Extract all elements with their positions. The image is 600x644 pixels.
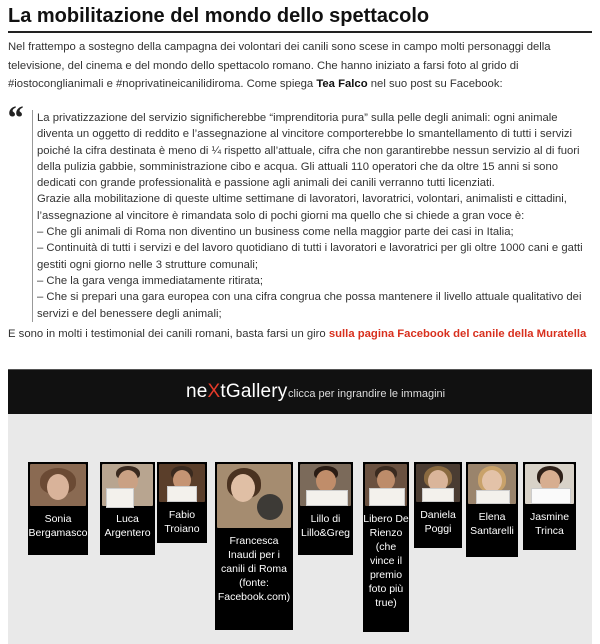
thumbnail-image bbox=[365, 464, 407, 506]
gallery-thumb-fabio-troiano[interactable] bbox=[157, 462, 207, 543]
intro-name: Tea Falco bbox=[316, 78, 368, 90]
thumbnail-caption: Fabio Troiano bbox=[164, 509, 200, 535]
thumbnail-image bbox=[102, 464, 153, 506]
thumbnail-caption: Libero De Rienzo (che vince il premio foto più true) bbox=[363, 513, 409, 609]
gallery-thumb-libero-de-rienzo[interactable] bbox=[363, 462, 409, 632]
facebook-page-link[interactable]: sulla pagina Facebook del canile della Muratella bbox=[328, 328, 587, 340]
quote-paragraph: Grazie alla mobilitazione di queste ultime settimane di lavoratori, lavoratrici, volontari, animalisti e cittadini, l’assegnazione al vincitore è rimandata solo di pochi giorni ma quello che si chiede a gran voce è: bbox=[37, 193, 567, 222]
gallery-title-x: X bbox=[207, 381, 221, 402]
quote-paragraph: – Che gli animali di Roma non diventino un business come nella maggior parte dei casi in Italia; bbox=[37, 226, 514, 239]
gallery-thumb-lillo[interactable] bbox=[298, 462, 353, 555]
gallery-title-part: tGallery bbox=[220, 381, 288, 402]
article-intro bbox=[8, 38, 594, 94]
gallery-title bbox=[186, 381, 287, 403]
gallery-thumb-sonia-bergamasco[interactable] bbox=[28, 462, 88, 555]
quote-paragraph: La privatizzazione del servizio significherebbe “imprenditoria pura” sulla pelle degli animali: ogni animale diventa un oggetto di reddito e l’assegnazione al vincitore comporterebbe lo smantellamento di tutti i servizi poiché la cifra destinata è meno di ¼ rispetto all’attuale, cifra che non garantirebbe nessun servizio al di fuori della pulizia gabbie, somministrazione cibo e acqua. Gli attuali 110 operatori che da oltre 15 anni si sono dedicati con grande professionalità e passione agli animali dei canili verranno tutti licenziati. bbox=[37, 112, 580, 190]
outro-text: E sono in molti i testimonial dei canili romani, basta farsi un giro bbox=[8, 328, 329, 340]
thumbnail-image bbox=[30, 464, 86, 506]
quote-paragraph: – Continuità di tutti i servizi e del lavoro quotidiano di tutti i lavoratori e lavoratrici per gli oltre 1000 cani e gatti gestiti ogni giorno nelle 3 strutture comunali; bbox=[37, 242, 583, 271]
thumbnail-image bbox=[525, 464, 574, 504]
thumbnail-caption: Luca Argentero bbox=[104, 513, 151, 539]
intro-text: Nel frattempo a sostegno della campagna dei volontari dei canili sono scese in campo molti personaggi della televisione, del cinema e del mondo dello spettacolo romano. Che hanno iniziato a farsi foto al grido di #iostoconglianimali e #noprivatineicanilidiroma. Come spiega bbox=[8, 41, 551, 90]
thumbnail-caption: Sonia Bergamasco bbox=[28, 513, 88, 539]
gallery-subtitle: clicca per ingrandire le immagini bbox=[288, 388, 446, 400]
quote-mark-icon: “ bbox=[6, 100, 23, 137]
thumbnail-image bbox=[300, 464, 351, 506]
blockquote bbox=[32, 110, 597, 322]
thumbnail-caption: Elena Santarelli bbox=[470, 511, 514, 537]
gallery-thumb-daniela-poggi[interactable] bbox=[414, 462, 462, 548]
article-headline: La mobilitazione del mondo dello spettacolo bbox=[8, 4, 592, 33]
quote-paragraph: – Che la gara venga immediatamente ritirata; bbox=[37, 274, 264, 287]
thumbnail-caption: Jasmine Trinca bbox=[529, 511, 570, 537]
thumbnail-caption: Lillo di Lillo&Greg bbox=[300, 513, 351, 539]
gallery-thumb-elena-santarelli[interactable] bbox=[466, 462, 518, 557]
gallery-thumb-luca-argentero[interactable] bbox=[100, 462, 155, 555]
article-outro bbox=[8, 326, 594, 342]
thumbnail-caption: Daniela Poggi bbox=[420, 509, 456, 535]
quote-paragraph: – Che si prepari una gara europea con una cifra congrua che possa mantenere il livello attuale qualitativo dei servizi e del benessere degli animali; bbox=[37, 291, 582, 320]
thumbnail-image bbox=[217, 464, 291, 528]
thumbnail-image bbox=[468, 464, 516, 504]
gallery-title-part: ne bbox=[186, 381, 208, 402]
intro-tail: nel suo post su Facebook: bbox=[367, 78, 503, 90]
thumbnail-image bbox=[416, 464, 460, 502]
thumbnail-image bbox=[159, 464, 205, 502]
gallery-thumb-jasmine-trinca[interactable] bbox=[523, 462, 576, 550]
gallery-thumb-francesca-inaudi[interactable] bbox=[215, 462, 293, 630]
thumbnail-caption: Francesca Inaudi per i canili di Roma (fonte: Facebook.com) bbox=[217, 535, 291, 603]
image-gallery bbox=[8, 370, 592, 644]
gallery-header bbox=[8, 370, 592, 414]
